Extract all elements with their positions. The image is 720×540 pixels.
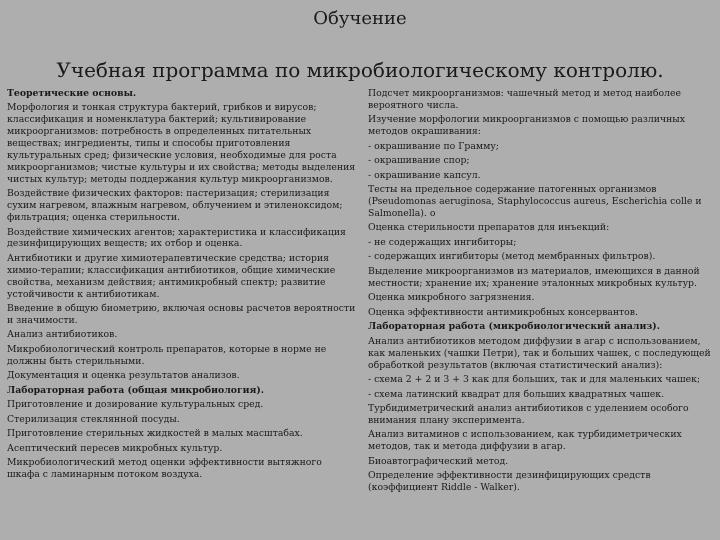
paragraph: Оценка стерильности препаратов для инъекций: [368, 222, 610, 234]
paragraph: - содержащих ингибиторы (метод мембранных фильтров). [368, 251, 656, 263]
paragraph: Анализ антибиотиков. [7, 329, 118, 341]
paragraph: Морфология и тонкая структура бактерий, грибков и вирусов; классификация и номенклатура бактерий; культивирование микроорганизмов: потребность в определенных питательных веществах; ингредиенты, типы и способы приготовления культуральных сред; физические условия, необходимые для роста микроорганизмов; чистые культуры и их свойства; методы выделения чистых культур; методы поддержания культур микроорганизмов. [7, 102, 356, 185]
section-heading: Лабораторная работа (общая микробиология). [7, 384, 265, 396]
paragraph: - схема 2 + 2 и 3 + 3 как для больших, так и для маленьких чашек; [368, 374, 701, 386]
paragraph: Асептический пересев микробных культур. [7, 442, 223, 454]
paragraph: Стерилизация стеклянной посуды. [7, 413, 180, 425]
paragraph: Микробиологический метод оценки эффективности вытяжного шкафа с ламинарным потоком воздуха. [7, 457, 322, 481]
paragraph: Микробиологический контроль препаратов, которые в норме не должны быть стерильными. [7, 343, 327, 367]
paragraph: Приготовление стерильных жидкостей в малых масштабах. [7, 428, 303, 440]
paragraph: - окрашивание по Грамму; [368, 140, 499, 152]
paragraph: Биоавтографический метод. [368, 455, 509, 467]
paragraph: Анализ витаминов с использованием, как турбидиметрических методов, так и метода диффузии в агар. [368, 429, 682, 453]
paragraph: Турбидиметрический анализ антибиотиков с уделением особого внимания плану эксперимента. [368, 402, 689, 426]
left-column [7, 88, 357, 484]
paragraph: Документация и оценка результатов анализов. [7, 370, 240, 382]
paragraph: Воздействие физических факторов: пастеризация; стерилизация сухим нагревом, влажным нагревом, облучением и этиленоксидом; фильтрация; оценка стерильности. [7, 188, 343, 224]
page-header-title: Обучение [313, 8, 407, 29]
paragraph: Оценка микробного загрязнения. [368, 292, 535, 304]
section-heading: Теоретические основы. [7, 88, 137, 99]
paragraph: Антибиотики и другие химиотерапевтические средства; история химио-терапии; классификация антибиотиков, общие химические свойства, механизм действия; антимикробный спектр; развитие устойчивости к антибиотикам. [7, 252, 336, 300]
paragraph: Воздействие химических агентов; характеристика и классификация дезинфицирующих веществ; их отбор и оценка. [7, 226, 346, 250]
paragraph: Подсчет микроорганизмов: чашечный метод и метод наиболее вероятного числа. [368, 88, 681, 111]
paragraph: Оценка эффективности антимикробных консервантов. [368, 306, 638, 318]
paragraph: Приготовление и дозирование культуральных сред. [7, 399, 264, 411]
right-column [368, 88, 712, 497]
paragraph: Анализ антибиотиков методом диффузии в агар с использованием, как маленьких (чашки Петри), так и больших чашек, с последующей обработкой результатов (включая статистический анализ): [368, 335, 711, 371]
section-heading: Лабораторная работа (микробиологический анализ). [368, 321, 660, 333]
paragraph: - не содержащих ингибиторы; [368, 236, 517, 248]
slide-title: Учебная программа по микробиологическому контролю. [56, 58, 664, 82]
paragraph: Изучение морфологии микроорганизмов с помощью различных методов окрашивания: [368, 114, 685, 138]
paragraph: Тесты на предельное содержание патогенных организмов (Pseudomonas aeruginosa, Staphylococcus aureus, Escherichia colle и Salmonella). о [368, 184, 702, 219]
paragraph: Определение эффективности дезинфицирующих средств (коэффициент Riddle - Walker). [368, 470, 651, 494]
paragraph: Введение в общую биометрию, включая основы расчетов вероятности и значимости. [7, 303, 356, 326]
paragraph: - окрашивание капсул. [368, 169, 481, 181]
paragraph: Выделение микроорганизмов из материалов, имеющихся в данной местности; хранение их; хранение эталонных микробных культур. [368, 265, 700, 289]
paragraph: - окрашивание спор; [368, 155, 470, 167]
paragraph: - схема латинский квадрат для больших квадратных чашек. [368, 388, 665, 400]
